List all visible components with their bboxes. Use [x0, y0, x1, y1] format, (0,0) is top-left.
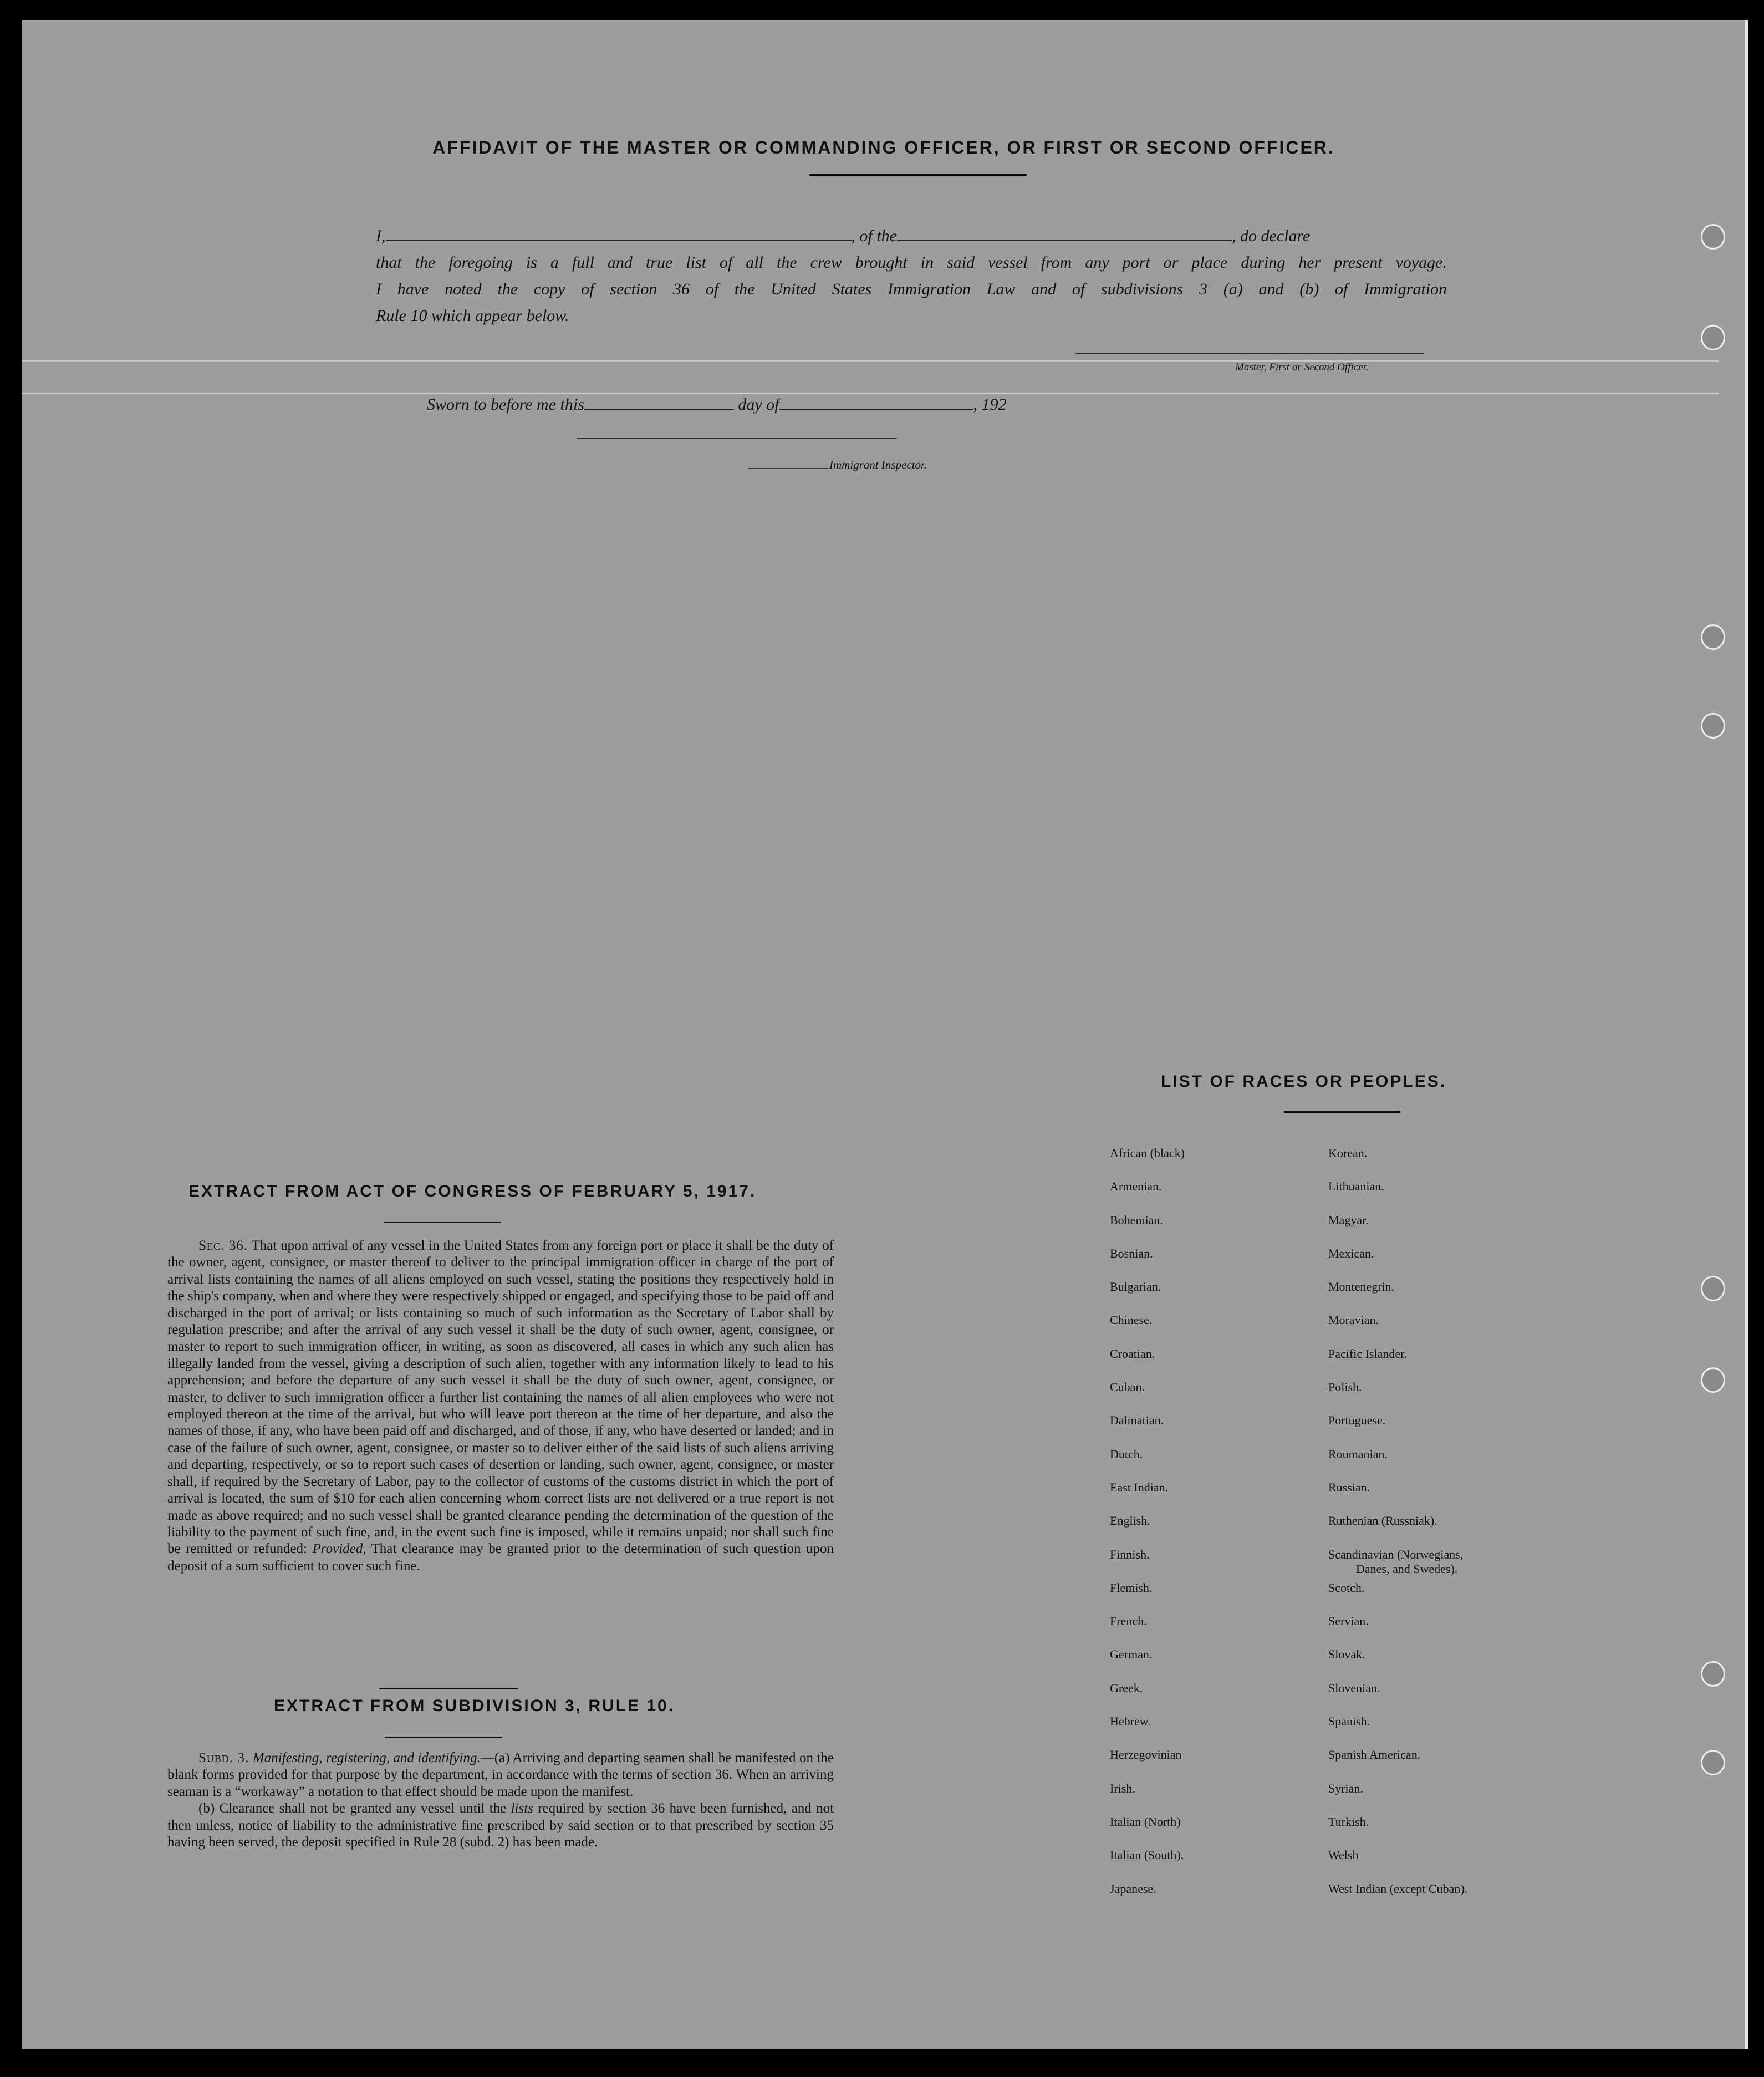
- race-item: Korean.: [1328, 1146, 1368, 1160]
- race-item: Slovenian.: [1328, 1681, 1380, 1695]
- races-left-column: [1110, 1146, 1185, 1915]
- race-item: Slovak.: [1328, 1647, 1365, 1662]
- name-field[interactable]: [386, 240, 852, 241]
- binder-hole: [1701, 1276, 1725, 1301]
- master-signature-label: Master, First or Second Officer.: [1235, 362, 1369, 373]
- race-item: Dutch.: [1110, 1447, 1143, 1461]
- subd-para-b-2: required by section 36 have been furnished, and not then unless, notice of liability to the administrative fine prescribed by said section or to that prescribed by section 35 having been served, the deposit specified in Rule 28 (subd. 2) has been made.: [167, 1801, 834, 1850]
- race-item: Magyar.: [1328, 1213, 1369, 1227]
- sec-36-body: That upon arrival of any vessel in the United States from any foreign port or place it shall be the duty of the owner, agent, consignee, or master thereof to deliver to the principal immigration officer in charge of the port of arrival lists containing the names of all aliens employed on such vessel, stating the positions they respectively hold in the ship's company, when and where they were respectively shipped or engaged, and specifying those to be paid off and discharged in the port of arrival; or lists containing so much of such information as the Secretary of Labor shall by regulation prescribe; and after the arrival of any such vessel it shall be the duty of such owner, agent, consignee, or master to report to such immigration officer, in writing, as soon as discovered, all cases in which any such alien has illegally landed from the vessel, giving a description of such alien, together with any information likely to lead to his apprehension; and before the departure of any such vessel it shall be the duty of such owner, agent, consignee, or master, to deliver to such immigration officer a further list containing the names of all alien employees who were not employed thereon at the time of the arrival, but who will leave port thereon at the time of her departure, and also the names of those, if any, who have been paid off and discharged, and of those, if any, who have deserted or landed; and in case of the failure of such owner, agent, consignee, or master so to deliver either of the said lists of such aliens arriving and departing, respectively, or so to report such cases of desertion or landing, such owner, agent, consignee, or master shall, if required by the Secretary of Labor, pay to the collector of customs of the customs district in which the port of arrival is located, the sum of $10 for each alien concerning whom correct lists are not delivered or a true report is not made as above required; and no such vessel shall be granted clearance pending the determination of the question of the liability to the payment of such fine, and, in the event such fine is imposed, while it remains unpaid; nor shall such fine be remitted or refunded:: [167, 1238, 834, 1557]
- act-extract-title: EXTRACT FROM ACT OF CONGRESS OF FEBRUARY 5, 1917.: [188, 1182, 757, 1200]
- binder-hole: [1701, 325, 1725, 350]
- race-item: Bulgarian.: [1110, 1280, 1161, 1294]
- race-item: Turkish.: [1328, 1814, 1369, 1829]
- race-item: English.: [1110, 1514, 1150, 1528]
- inspector-label: Immigrant Inspector.: [829, 458, 927, 471]
- manifest-page-back: [22, 20, 1748, 2049]
- race-item: Bosnian.: [1110, 1246, 1153, 1260]
- declaration-line: I have noted the copy of section 36 of the United States Immigration Law and of subdivisions 3 (a) and (b) of Immigration: [376, 280, 1447, 298]
- affidavit-declaration: [376, 223, 1447, 329]
- race-item: East Indian.: [1110, 1480, 1169, 1494]
- race-item: Moravian.: [1328, 1313, 1379, 1327]
- races-right-column: [1328, 1146, 1467, 1915]
- act-section-36-text: [167, 1238, 834, 1575]
- vessel-field[interactable]: [897, 240, 1232, 241]
- race-item: Flemish.: [1110, 1580, 1153, 1595]
- race-item: Dalmatian.: [1110, 1413, 1164, 1428]
- binder-hole: [1701, 624, 1725, 650]
- divider-rule: [379, 1688, 518, 1689]
- provided-label: Provided,: [312, 1541, 366, 1557]
- race-item: Montenegrin.: [1328, 1280, 1395, 1294]
- race-item: Mexican.: [1328, 1246, 1374, 1260]
- subd-heading: Manifesting, registering, and identifying.: [252, 1750, 481, 1765]
- sec-label: Sec. 36.: [198, 1238, 248, 1253]
- race-item: Cuban.: [1110, 1380, 1145, 1394]
- race-item: Pacific Islander.: [1328, 1346, 1407, 1361]
- inspector-signature-line[interactable]: [577, 438, 897, 439]
- subd-para-b-1: (b) Clearance shall not be granted any vessel until the: [198, 1801, 507, 1816]
- sworn-line: [427, 391, 1148, 418]
- race-item: Ruthenian (Russniak).: [1328, 1514, 1437, 1528]
- race-item: Italian (South).: [1110, 1848, 1184, 1862]
- i-label: I,: [376, 227, 386, 245]
- race-item: Welsh: [1328, 1848, 1359, 1862]
- race-item: Servian.: [1328, 1614, 1369, 1628]
- sec-36-body-end: That clearance may be granted prior to the determination of such question upon deposit of a sum sufficient to cover such fine.: [167, 1541, 834, 1574]
- races-title-rule: [1284, 1111, 1400, 1113]
- race-item: Irish.: [1110, 1781, 1135, 1795]
- race-item: Spanish.: [1328, 1714, 1370, 1729]
- of-the-label: , of the: [851, 227, 897, 245]
- rule-extract-title: EXTRACT FROM SUBDIVISION 3, RULE 10.: [274, 1697, 675, 1715]
- binder-hole: [1701, 224, 1725, 250]
- race-item: Finnish.: [1110, 1547, 1150, 1561]
- race-item: Bohemian.: [1110, 1213, 1163, 1227]
- affidavit-title: AFFIDAVIT OF THE MASTER OR COMMANDING OFFICER, OR FIRST OR SECOND OFFICER.: [432, 138, 1335, 157]
- race-item: Russian.: [1328, 1480, 1370, 1494]
- race-item-continuation: Danes, and Swedes).: [1356, 1561, 1458, 1576]
- sworn-day-field[interactable]: [584, 409, 734, 410]
- race-item: Roumanian.: [1328, 1447, 1388, 1461]
- race-item: Hebrew.: [1110, 1714, 1151, 1729]
- race-item: Japanese.: [1110, 1881, 1156, 1896]
- rule-10-text: [167, 1750, 834, 1851]
- rule-title-rule: [385, 1737, 502, 1738]
- subd-label: Subd. 3.: [198, 1750, 249, 1765]
- year-label: , 192: [973, 395, 1007, 414]
- race-item: Scotch.: [1328, 1580, 1365, 1595]
- race-item: Croatian.: [1110, 1346, 1155, 1361]
- act-title-rule: [384, 1222, 501, 1223]
- race-item: Scandinavian (Norwegians,: [1328, 1547, 1464, 1561]
- title-rule: [809, 174, 1027, 176]
- race-item-scandinavian: [1328, 1547, 1467, 1580]
- race-item: Portuguese.: [1328, 1413, 1386, 1428]
- subd-para-b-lists: lists: [511, 1801, 533, 1816]
- races-title: LIST OF RACES OR PEOPLES.: [1161, 1072, 1447, 1091]
- race-item: Polish.: [1328, 1380, 1362, 1394]
- binder-hole: [1701, 1750, 1725, 1775]
- show-through-line: [22, 360, 1719, 362]
- race-item: Chinese.: [1110, 1313, 1153, 1327]
- declare-label: , do declare: [1232, 227, 1311, 245]
- race-item: West Indian (except Cuban).: [1328, 1881, 1468, 1896]
- race-item: Armenian.: [1110, 1179, 1162, 1194]
- race-item: Greek.: [1110, 1681, 1143, 1695]
- race-item: German.: [1110, 1647, 1153, 1662]
- declaration-line: Rule 10 which appear below.: [376, 307, 569, 325]
- race-item: Lithuanian.: [1328, 1179, 1384, 1194]
- sworn-month-field[interactable]: [779, 409, 973, 410]
- race-item: Herzegovinian: [1110, 1748, 1182, 1762]
- binder-hole: [1701, 1661, 1725, 1687]
- binder-hole: [1701, 1367, 1725, 1393]
- race-item: Spanish American.: [1328, 1748, 1421, 1762]
- subd-para-a: —(a) Arriving and departing seamen shall be manifested on the blank forms provided for that purpose by the department, in accordance with the terms of section 36. When an arriving seaman is a “workaway” a notation to that effect should be made upon the manifest.: [167, 1750, 834, 1799]
- race-item: Syrian.: [1328, 1781, 1363, 1795]
- binder-hole: [1701, 713, 1725, 739]
- race-item: French.: [1110, 1614, 1147, 1628]
- race-item: African (black): [1110, 1146, 1185, 1160]
- declaration-line: that the foregoing is a full and true list of all the crew brought in said vessel from any port or place during her present voyage.: [376, 253, 1447, 272]
- inspector-short-line: [748, 468, 828, 469]
- sworn-label: Sworn to before me this: [427, 395, 584, 414]
- day-of-label: day of: [738, 395, 779, 414]
- master-signature-line[interactable]: [1075, 353, 1424, 354]
- race-item: Italian (North): [1110, 1814, 1181, 1829]
